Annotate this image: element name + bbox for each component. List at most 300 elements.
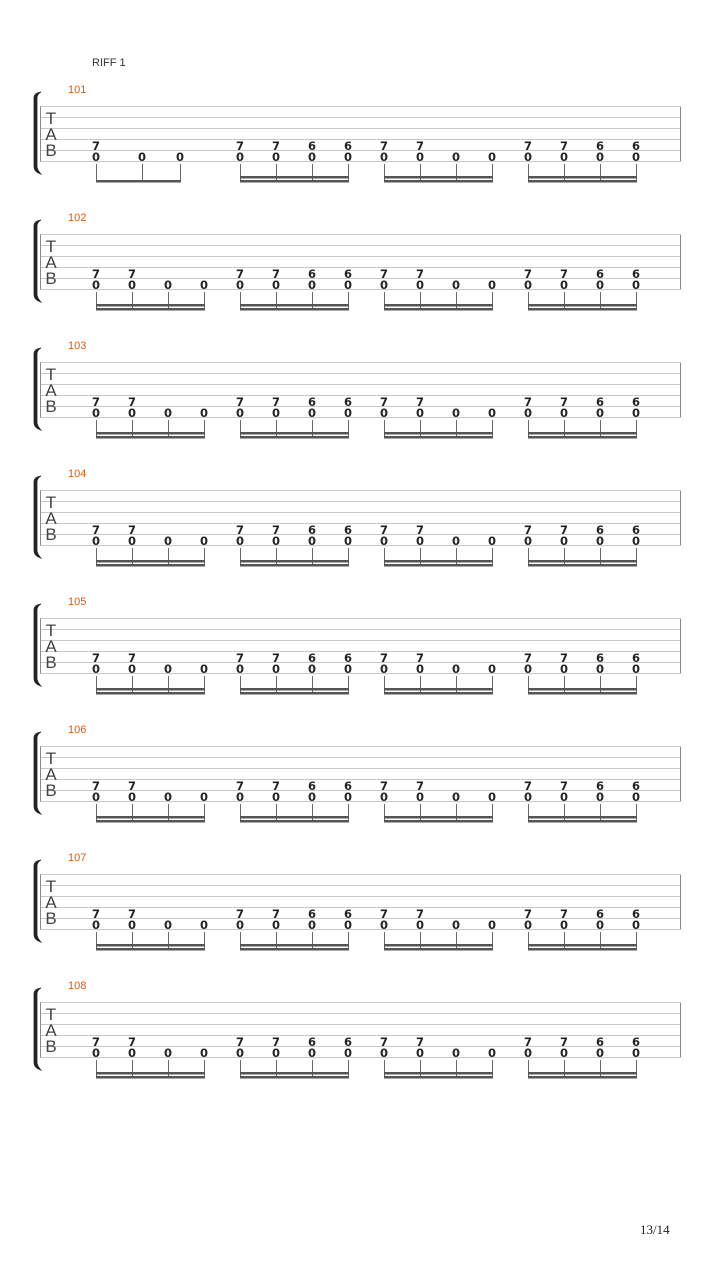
- fret-number[interactable]: 7: [127, 1035, 137, 1049]
- note-beam: [528, 948, 637, 951]
- fret-number[interactable]: 0: [91, 1046, 101, 1060]
- tab-clef-letter: A: [45, 381, 57, 400]
- note-beam: [384, 820, 493, 823]
- tab-system: [0, 596, 720, 706]
- fret-number[interactable]: 6: [631, 395, 641, 409]
- fret-number[interactable]: 7: [415, 139, 425, 153]
- fret-number[interactable]: 0: [199, 662, 209, 676]
- fret-number[interactable]: 0: [451, 278, 461, 292]
- fret-number[interactable]: 7: [379, 139, 389, 153]
- fret-number[interactable]: 7: [235, 267, 245, 281]
- fret-number[interactable]: 0: [271, 406, 281, 420]
- fret-number[interactable]: 7: [523, 779, 533, 793]
- fret-number[interactable]: 0: [523, 406, 533, 420]
- fret-number[interactable]: 0: [415, 790, 425, 804]
- fret-number[interactable]: 7: [559, 651, 569, 665]
- note-beam: [528, 816, 637, 819]
- fret-number[interactable]: 0: [199, 918, 209, 932]
- fret-number[interactable]: 7: [127, 779, 137, 793]
- note-beam: [528, 436, 637, 439]
- fret-number[interactable]: 0: [307, 278, 317, 292]
- fret-number[interactable]: 6: [307, 139, 317, 153]
- fret-number[interactable]: 6: [343, 779, 353, 793]
- note-beam: [384, 948, 493, 951]
- fret-number[interactable]: 0: [487, 278, 497, 292]
- note-beam: [528, 692, 637, 695]
- fret-number[interactable]: 7: [91, 395, 101, 409]
- fret-number[interactable]: 0: [379, 662, 389, 676]
- fret-number[interactable]: 7: [91, 779, 101, 793]
- fret-number[interactable]: 0: [487, 406, 497, 420]
- fret-number[interactable]: 7: [379, 267, 389, 281]
- fret-number[interactable]: 0: [487, 662, 497, 676]
- fret-number[interactable]: 0: [271, 790, 281, 804]
- fret-number[interactable]: 0: [631, 1046, 641, 1060]
- fret-number[interactable]: 0: [343, 406, 353, 420]
- fret-number[interactable]: 7: [379, 907, 389, 921]
- fret-number[interactable]: 7: [415, 523, 425, 537]
- fret-number[interactable]: 6: [307, 523, 317, 537]
- tab-clef-letter: T: [45, 109, 57, 128]
- fret-number[interactable]: 7: [235, 779, 245, 793]
- fret-number[interactable]: 6: [343, 523, 353, 537]
- note-beam: [96, 688, 205, 691]
- tab-clef-letter: B: [45, 141, 57, 160]
- tab-clef-letter: T: [45, 237, 57, 256]
- measure-number: 103: [68, 340, 87, 352]
- note-beam: [240, 688, 349, 691]
- fret-number[interactable]: 0: [163, 534, 173, 548]
- fret-number[interactable]: 0: [415, 406, 425, 420]
- tab-clef: [45, 109, 57, 160]
- fret-number[interactable]: 7: [523, 1035, 533, 1049]
- tab-clef-letter: B: [45, 909, 57, 928]
- fret-number[interactable]: 0: [235, 406, 245, 420]
- fret-number[interactable]: 0: [523, 150, 533, 164]
- fret-number[interactable]: 7: [379, 651, 389, 665]
- fret-number[interactable]: 0: [595, 150, 605, 164]
- fret-number[interactable]: 7: [523, 267, 533, 281]
- fret-number[interactable]: 7: [559, 1035, 569, 1049]
- fret-number[interactable]: 0: [343, 918, 353, 932]
- fret-number[interactable]: 0: [199, 406, 209, 420]
- fret-number[interactable]: 0: [523, 534, 533, 548]
- fret-number[interactable]: 7: [379, 779, 389, 793]
- note-beam: [528, 1072, 637, 1075]
- fret-number[interactable]: 0: [271, 918, 281, 932]
- fret-number[interactable]: 0: [595, 406, 605, 420]
- fret-number[interactable]: 7: [91, 907, 101, 921]
- tab-staff: [0, 724, 720, 834]
- fret-number[interactable]: 0: [271, 534, 281, 548]
- fret-number[interactable]: 0: [595, 790, 605, 804]
- fret-number[interactable]: 0: [523, 662, 533, 676]
- fret-number[interactable]: 7: [235, 523, 245, 537]
- fret-number[interactable]: 6: [595, 651, 605, 665]
- tab-clef-letter: T: [45, 877, 57, 896]
- fret-number[interactable]: 0: [91, 150, 101, 164]
- note-beam: [96, 944, 205, 947]
- fret-number[interactable]: 7: [415, 267, 425, 281]
- fret-number[interactable]: 6: [343, 651, 353, 665]
- fret-number[interactable]: 0: [175, 150, 185, 164]
- system-bracket: [34, 348, 41, 430]
- note-beam: [96, 948, 205, 951]
- fret-number[interactable]: 6: [595, 779, 605, 793]
- fret-number[interactable]: 0: [91, 790, 101, 804]
- note-beam: [96, 820, 205, 823]
- tab-clef-letter: B: [45, 1037, 57, 1056]
- fret-number[interactable]: 6: [343, 139, 353, 153]
- note-beam: [528, 820, 637, 823]
- system-bracket: [34, 988, 41, 1070]
- fret-number[interactable]: 6: [343, 1035, 353, 1049]
- fret-number[interactable]: 0: [235, 662, 245, 676]
- fret-number[interactable]: 0: [595, 1046, 605, 1060]
- fret-number[interactable]: 7: [523, 523, 533, 537]
- fret-number[interactable]: 0: [271, 278, 281, 292]
- fret-number[interactable]: 0: [379, 790, 389, 804]
- fret-number[interactable]: 0: [559, 150, 569, 164]
- fret-number[interactable]: 0: [343, 150, 353, 164]
- fret-number[interactable]: 6: [595, 267, 605, 281]
- tab-clef: [45, 621, 57, 672]
- tab-clef: [45, 1005, 57, 1056]
- fret-number[interactable]: 6: [343, 395, 353, 409]
- fret-number[interactable]: 0: [199, 534, 209, 548]
- fret-number[interactable]: 0: [451, 1046, 461, 1060]
- fret-number[interactable]: 0: [91, 406, 101, 420]
- fret-number[interactable]: 0: [415, 662, 425, 676]
- tab-clef-letter: T: [45, 493, 57, 512]
- note-beam: [96, 1076, 205, 1079]
- fret-number[interactable]: 0: [307, 150, 317, 164]
- fret-number[interactable]: 0: [415, 1046, 425, 1060]
- fret-number[interactable]: 7: [127, 395, 137, 409]
- fret-number[interactable]: 7: [271, 1035, 281, 1049]
- fret-number[interactable]: 7: [415, 907, 425, 921]
- fret-number[interactable]: 0: [631, 150, 641, 164]
- fret-number[interactable]: 7: [91, 267, 101, 281]
- fret-number[interactable]: 0: [199, 1046, 209, 1060]
- tab-staff: [0, 340, 720, 450]
- note-beam: [240, 560, 349, 563]
- fret-number[interactable]: 0: [91, 662, 101, 676]
- fret-number[interactable]: 0: [415, 918, 425, 932]
- fret-number[interactable]: 7: [415, 651, 425, 665]
- tab-system: [0, 724, 720, 834]
- fret-number[interactable]: 6: [631, 1035, 641, 1049]
- tab-clef: [45, 237, 57, 288]
- fret-number[interactable]: 7: [91, 139, 101, 153]
- fret-number[interactable]: 0: [415, 278, 425, 292]
- fret-number[interactable]: 6: [595, 395, 605, 409]
- fret-number[interactable]: 0: [199, 278, 209, 292]
- fret-number[interactable]: 7: [523, 651, 533, 665]
- fret-number[interactable]: 0: [235, 150, 245, 164]
- fret-number[interactable]: 7: [235, 1035, 245, 1049]
- fret-number[interactable]: 0: [631, 790, 641, 804]
- tab-clef-letter: B: [45, 781, 57, 800]
- fret-number[interactable]: 0: [559, 662, 569, 676]
- fret-number[interactable]: 0: [379, 918, 389, 932]
- note-beam: [384, 308, 493, 311]
- fret-number[interactable]: 6: [307, 651, 317, 665]
- fret-number[interactable]: 0: [559, 406, 569, 420]
- fret-number[interactable]: 7: [415, 395, 425, 409]
- fret-number[interactable]: 0: [559, 534, 569, 548]
- fret-number[interactable]: 7: [91, 651, 101, 665]
- fret-number[interactable]: 0: [415, 150, 425, 164]
- fret-number[interactable]: 0: [307, 406, 317, 420]
- note-beam: [240, 820, 349, 823]
- measure-number: 101: [68, 84, 87, 96]
- note-beam: [384, 304, 493, 307]
- note-beam: [240, 948, 349, 951]
- fret-number[interactable]: 0: [631, 278, 641, 292]
- fret-number[interactable]: 0: [91, 278, 101, 292]
- fret-number[interactable]: 0: [163, 406, 173, 420]
- measure-number: 107: [68, 852, 87, 864]
- fret-number[interactable]: 6: [631, 139, 641, 153]
- fret-number[interactable]: 6: [307, 395, 317, 409]
- fret-number[interactable]: 6: [631, 651, 641, 665]
- fret-number[interactable]: 7: [271, 523, 281, 537]
- fret-number[interactable]: 0: [127, 534, 137, 548]
- tab-system: [0, 84, 720, 194]
- fret-number[interactable]: 0: [271, 150, 281, 164]
- note-beam: [240, 432, 349, 435]
- fret-number[interactable]: 0: [343, 790, 353, 804]
- note-beam: [240, 304, 349, 307]
- fret-number[interactable]: 0: [487, 534, 497, 548]
- fret-number[interactable]: 0: [487, 1046, 497, 1060]
- note-beam: [528, 560, 637, 563]
- fret-number[interactable]: 7: [559, 779, 569, 793]
- fret-number[interactable]: 0: [415, 534, 425, 548]
- fret-number[interactable]: 7: [91, 523, 101, 537]
- fret-number[interactable]: 6: [595, 1035, 605, 1049]
- fret-number[interactable]: 0: [127, 406, 137, 420]
- fret-number[interactable]: 0: [163, 918, 173, 932]
- fret-number[interactable]: 0: [559, 790, 569, 804]
- fret-number[interactable]: 0: [523, 1046, 533, 1060]
- fret-number[interactable]: 7: [127, 907, 137, 921]
- fret-number[interactable]: 7: [235, 395, 245, 409]
- note-beam: [240, 564, 349, 567]
- fret-number[interactable]: 7: [127, 267, 137, 281]
- fret-number[interactable]: 0: [235, 918, 245, 932]
- fret-number[interactable]: 0: [307, 534, 317, 548]
- fret-number[interactable]: 7: [271, 139, 281, 153]
- note-beam: [240, 176, 349, 179]
- fret-number[interactable]: 7: [523, 907, 533, 921]
- note-beam: [96, 432, 205, 435]
- fret-number[interactable]: 0: [487, 918, 497, 932]
- fret-number[interactable]: 0: [127, 1046, 137, 1060]
- fret-number[interactable]: 7: [379, 1035, 389, 1049]
- note-beam: [96, 1072, 205, 1075]
- fret-number[interactable]: 7: [379, 395, 389, 409]
- fret-number[interactable]: 6: [307, 907, 317, 921]
- fret-number[interactable]: 0: [523, 790, 533, 804]
- fret-number[interactable]: 6: [307, 1035, 317, 1049]
- fret-number[interactable]: 0: [127, 790, 137, 804]
- fret-number[interactable]: 7: [559, 267, 569, 281]
- system-bracket: [34, 92, 41, 174]
- fret-number[interactable]: 0: [379, 150, 389, 164]
- system-bracket: [34, 220, 41, 302]
- note-beam: [96, 304, 205, 307]
- note-beam: [528, 304, 637, 307]
- fret-number[interactable]: 7: [127, 651, 137, 665]
- tab-clef-letter: A: [45, 893, 57, 912]
- tab-clef: [45, 749, 57, 800]
- fret-number[interactable]: 0: [487, 150, 497, 164]
- fret-number[interactable]: 0: [163, 1046, 173, 1060]
- fret-number[interactable]: 0: [137, 150, 147, 164]
- fret-number[interactable]: 6: [595, 139, 605, 153]
- fret-number[interactable]: 6: [343, 267, 353, 281]
- note-beam: [528, 176, 637, 179]
- fret-number[interactable]: 7: [127, 523, 137, 537]
- fret-number[interactable]: 0: [451, 918, 461, 932]
- tab-system: [0, 468, 720, 578]
- fret-number[interactable]: 6: [631, 523, 641, 537]
- fret-number[interactable]: 0: [631, 918, 641, 932]
- fret-number[interactable]: 0: [235, 790, 245, 804]
- fret-number[interactable]: 6: [307, 267, 317, 281]
- tab-staff: [0, 84, 720, 194]
- fret-number[interactable]: 6: [631, 267, 641, 281]
- fret-number[interactable]: 0: [451, 534, 461, 548]
- fret-number[interactable]: 0: [559, 1046, 569, 1060]
- fret-number[interactable]: 0: [343, 662, 353, 676]
- note-beam: [528, 944, 637, 947]
- fret-number[interactable]: 6: [307, 779, 317, 793]
- fret-number[interactable]: 0: [595, 918, 605, 932]
- fret-number[interactable]: 0: [379, 278, 389, 292]
- fret-number[interactable]: 0: [127, 278, 137, 292]
- fret-number[interactable]: 0: [163, 662, 173, 676]
- fret-number[interactable]: 7: [271, 267, 281, 281]
- fret-number[interactable]: 6: [631, 779, 641, 793]
- fret-number[interactable]: 7: [415, 779, 425, 793]
- fret-number[interactable]: 7: [559, 139, 569, 153]
- note-beam: [384, 436, 493, 439]
- section-label: RIFF 1: [92, 57, 126, 69]
- fret-number[interactable]: 7: [271, 395, 281, 409]
- fret-number[interactable]: 0: [631, 406, 641, 420]
- fret-number[interactable]: 7: [559, 523, 569, 537]
- note-beam: [240, 944, 349, 947]
- note-beam: [96, 816, 205, 819]
- fret-number[interactable]: 0: [307, 662, 317, 676]
- fret-number[interactable]: 0: [343, 534, 353, 548]
- fret-number[interactable]: 0: [451, 406, 461, 420]
- note-beam: [528, 688, 637, 691]
- fret-number[interactable]: 7: [271, 651, 281, 665]
- note-beam: [384, 944, 493, 947]
- fret-number[interactable]: 0: [595, 662, 605, 676]
- fret-number[interactable]: 0: [379, 1046, 389, 1060]
- fret-number[interactable]: 0: [631, 534, 641, 548]
- note-beam: [384, 180, 493, 183]
- tab-clef-letter: A: [45, 765, 57, 784]
- fret-number[interactable]: 7: [235, 139, 245, 153]
- fret-number[interactable]: 7: [559, 395, 569, 409]
- fret-number[interactable]: 7: [91, 1035, 101, 1049]
- system-bracket: [34, 604, 41, 686]
- note-beam: [240, 180, 349, 183]
- fret-number[interactable]: 0: [307, 918, 317, 932]
- fret-number[interactable]: 0: [235, 1046, 245, 1060]
- fret-number[interactable]: 0: [271, 1046, 281, 1060]
- fret-number[interactable]: 0: [595, 278, 605, 292]
- fret-number[interactable]: 0: [307, 790, 317, 804]
- fret-number[interactable]: 7: [379, 523, 389, 537]
- fret-number[interactable]: 7: [271, 779, 281, 793]
- fret-number[interactable]: 0: [631, 662, 641, 676]
- fret-number[interactable]: 6: [595, 523, 605, 537]
- fret-number[interactable]: 0: [343, 278, 353, 292]
- fret-number[interactable]: 0: [559, 278, 569, 292]
- fret-number[interactable]: 7: [523, 395, 533, 409]
- tab-clef-letter: A: [45, 253, 57, 272]
- fret-number[interactable]: 0: [451, 150, 461, 164]
- fret-number[interactable]: 0: [271, 662, 281, 676]
- fret-number[interactable]: 0: [343, 1046, 353, 1060]
- fret-number[interactable]: 6: [631, 907, 641, 921]
- note-beam: [384, 688, 493, 691]
- fret-number[interactable]: 0: [127, 918, 137, 932]
- fret-number[interactable]: 0: [199, 790, 209, 804]
- fret-number[interactable]: 7: [235, 651, 245, 665]
- fret-number[interactable]: 0: [91, 918, 101, 932]
- fret-number[interactable]: 7: [271, 907, 281, 921]
- fret-number[interactable]: 0: [163, 278, 173, 292]
- fret-number[interactable]: 6: [595, 907, 605, 921]
- note-beam: [96, 308, 205, 311]
- fret-number[interactable]: 0: [235, 278, 245, 292]
- fret-number[interactable]: 0: [451, 790, 461, 804]
- tab-clef-letter: T: [45, 749, 57, 768]
- fret-number[interactable]: 7: [415, 1035, 425, 1049]
- fret-number[interactable]: 0: [379, 406, 389, 420]
- fret-number[interactable]: 6: [343, 907, 353, 921]
- fret-number[interactable]: 7: [559, 907, 569, 921]
- fret-number[interactable]: 0: [559, 918, 569, 932]
- fret-number[interactable]: 0: [379, 534, 389, 548]
- note-beam: [384, 1072, 493, 1075]
- measure-number: 104: [68, 468, 87, 480]
- fret-number[interactable]: 0: [307, 1046, 317, 1060]
- fret-number[interactable]: 0: [487, 790, 497, 804]
- fret-number[interactable]: 0: [127, 662, 137, 676]
- fret-number[interactable]: 0: [523, 918, 533, 932]
- note-beam: [240, 692, 349, 695]
- fret-number[interactable]: 0: [451, 662, 461, 676]
- fret-number[interactable]: 0: [235, 534, 245, 548]
- fret-number[interactable]: 7: [523, 139, 533, 153]
- fret-number[interactable]: 0: [163, 790, 173, 804]
- note-beam: [384, 176, 493, 179]
- fret-number[interactable]: 7: [235, 907, 245, 921]
- fret-number[interactable]: 0: [523, 278, 533, 292]
- fret-number[interactable]: 0: [595, 534, 605, 548]
- fret-number[interactable]: 0: [91, 534, 101, 548]
- measure-number: 102: [68, 212, 87, 224]
